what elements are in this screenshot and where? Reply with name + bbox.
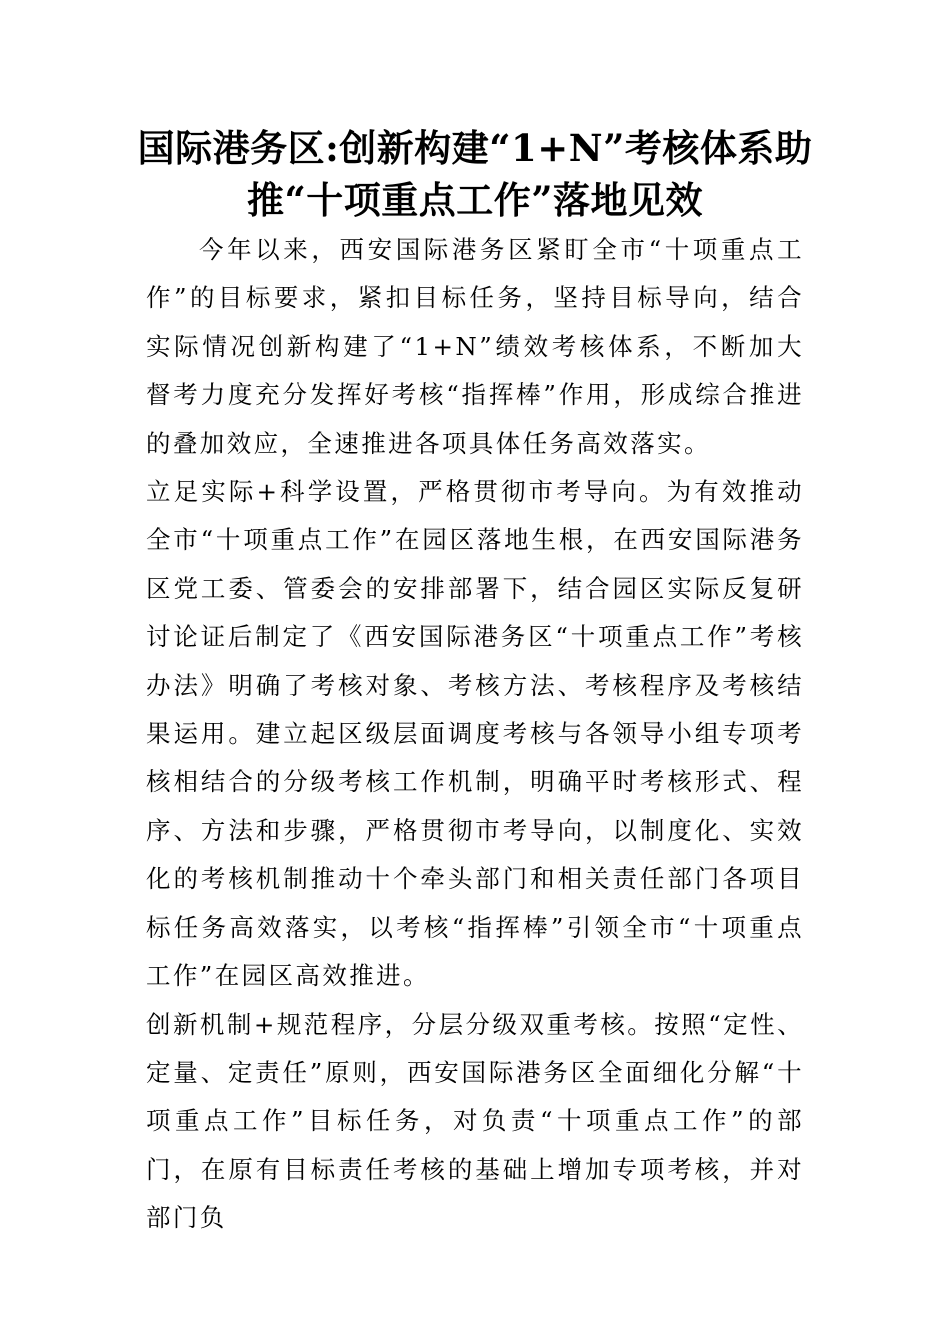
document-title: 国际港务区:创新构建“1+N”考核体系助推“十项重点工作”落地见效 [137, 126, 813, 222]
paragraph-mechanism: 创新机制+规范程序，分层分级双重考核。按照“定性、定量、定责任”原则，西安国际港务区全面细化分解“十项重点工作”目标任务，对负责“十项重点工作”的部门，在原有目标责任考核的基础上增加专项考核，并对部门负 [146, 1009, 804, 1233]
paragraph-assessment-setup: 立足实际+科学设置，严格贯彻市考导向。为有效推动全市“十项重点工作”在园区落地生根，在西安国际港务区党工委、管委会的安排部署下，结合园区实际反复研讨论证后制定了《西安国际港务区“十项重点工作”考核办法》明确了考核对象、考核方法、考核程序及考核结果运用。建立起区级层面调度考核与各领导小组专项考核相结合的分级考核工作机制，明确平时考核形式、程序、方法和步骤，严格贯彻市考导向，以制度化、实效化的考核机制推动十个牵头部门和相关责任部门各项目标任务高效落实，以考核“指挥棒”引领全市“十项重点工作”在园区高效推进。 [146, 477, 804, 991]
document-body [146, 226, 804, 1243]
paragraph-intro: 今年以来，西安国际港务区紧盯全市“十项重点工作”的目标要求，紧扣目标任务，坚持目标导向，结合实际情况创新构建了“1+N”绩效考核体系，不断加大督考力度充分发挥好考核“指挥棒”作用，形成综合推进的叠加效应，全速推进各项具体任务高效落实。 [146, 235, 804, 458]
